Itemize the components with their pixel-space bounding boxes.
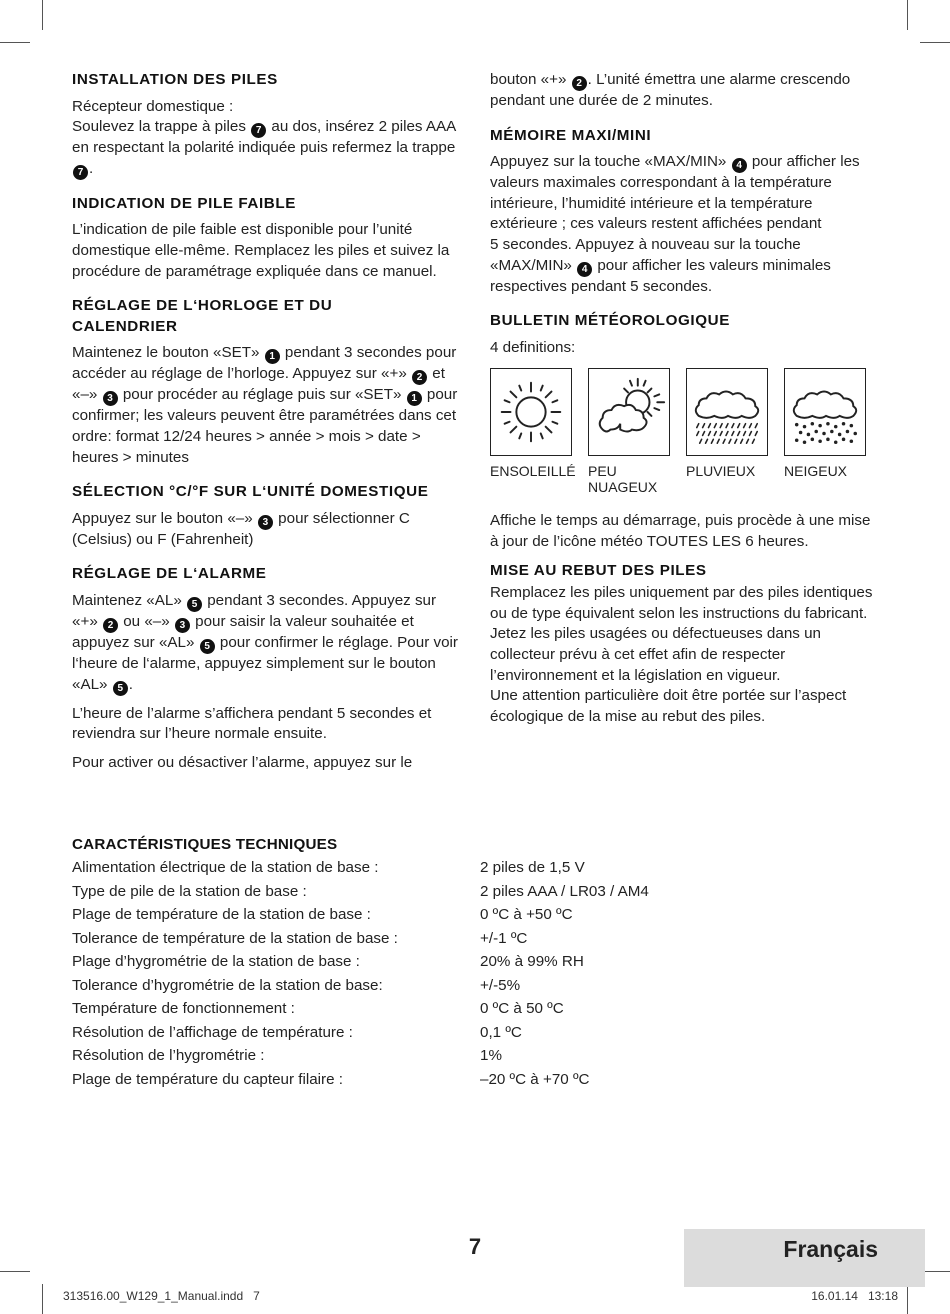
paragraph: L’heure de l’alarme s’affichera pendant 5 secondes et reviendra sur l’heure normale ensuite. [72, 704, 432, 743]
weather-icon-item [490, 368, 588, 495]
weather-icons-row [490, 368, 882, 495]
paragraph: L’indication de pile faible est disponible pour l’unité domestique elle-même. Remplacez les piles et suivez la procédure de paramétrage expliquée dans ce manuel. [72, 221, 450, 280]
section-title: INSTALLATION DES PILES [72, 71, 278, 88]
section-title: MÉMOIRE MAXI/MINI [490, 126, 652, 144]
callout-number: 5 [200, 639, 215, 654]
spec-row [72, 1068, 712, 1092]
weather-label: ENSOLEILLÉ [490, 463, 576, 480]
callout-number: 1 [407, 391, 422, 406]
section-unit-selection [72, 482, 464, 550]
section-weather-forecast [490, 311, 882, 552]
spec-row [72, 856, 712, 880]
section-alarm-continued [490, 70, 882, 112]
spec-value: +/-1 ºC [480, 929, 528, 947]
callout-number: 2 [412, 370, 427, 385]
section-battery-disposal [490, 561, 882, 728]
crop-mark [907, 1284, 908, 1314]
spec-label: Type de pile de la station de base : [72, 882, 307, 900]
paragraph: 5 secondes. Appuyez à nouveau sur la touche «MAX/MIN» 4 pour afficher les valeurs minimales respectives pendant 5 secondes. [490, 235, 831, 295]
specs-table [72, 856, 712, 1091]
paragraph: Jetez les piles usagées ou défectueuses dans un collecteur prévu à cet effet afin de respecter l’environnement et la législation en vigueur. [490, 625, 821, 684]
spec-label: Tolerance de température de la station de base : [72, 929, 398, 947]
spec-label: Résolution de l’affichage de température : [72, 1023, 353, 1041]
section-title: SÉLECTION °C/°F SUR L‘UNITÉ DOMESTIQUE [72, 483, 429, 501]
spec-row [72, 974, 712, 998]
paragraph: 4 definitions: [490, 338, 576, 356]
spec-value: –20 ºC à +70 ºC [480, 1070, 590, 1088]
paragraph: Remplacez les piles uniquement par des piles identiques ou de type équivalent selon les instructions du fabricant. [490, 584, 873, 622]
crop-mark [42, 1284, 43, 1314]
spec-value: 0 ºC à 50 ºC [480, 1000, 564, 1017]
section-battery-install [72, 70, 464, 180]
paragraph: Une attention particulière doit être portée sur l’aspect écologique de la mise au rebut des piles. [490, 687, 847, 725]
paragraph: Maintenez le bouton «SET» 1 pendant 3 secondes pour accéder au réglage de l’horloge. Appuyez sur «+» 2 et «–» 3 pour procéder au réglage puis sur «SET» 1 pour confirmer; les valeurs peuvent être paramétrées dans cet ordre: format 12/24 heures > année > mois > date > heures > minutes [72, 344, 458, 466]
weather-label: PLUVIEUX [686, 463, 756, 480]
crop-mark [0, 1271, 30, 1272]
spec-label: Plage de température de la station de base : [72, 906, 371, 923]
page-number: 7 [468, 1234, 482, 1259]
callout-number: 2 [103, 618, 118, 633]
callout-number: 3 [175, 618, 190, 633]
callout-number: 4 [732, 158, 747, 173]
callout-number: 7 [73, 165, 88, 180]
callout-number: 5 [113, 681, 128, 696]
paragraph: Maintenez «AL» 5 pendant 3 secondes. Appuyez sur «+» 2 ou «–» 3 pour saisir la valeur souhaitée et appuyez sur «AL» 5 pour confirmer le réglage. Pour voir l‘heure de l‘alarme, appuyez simplement sur le bouton «AL» 5 . [72, 591, 458, 694]
rain-icon [686, 368, 768, 456]
right-column [490, 70, 882, 741]
crop-mark [42, 0, 43, 30]
spec-row [72, 927, 712, 951]
callout-number: 5 [187, 597, 202, 612]
spec-row [72, 880, 712, 904]
language-tab [684, 1229, 925, 1287]
spec-label: Température de fonctionnement : [72, 1000, 295, 1017]
spec-value: 20% à 99% RH [480, 953, 584, 970]
weather-label: NEIGEUX [784, 463, 848, 480]
spec-row [72, 1021, 712, 1045]
spec-label: Plage d’hygrométrie de la station de base : [72, 953, 360, 970]
paragraph: bouton «+» 2 . L’unité émettra une alarme crescendo pendant une durée de 2 minutes. [490, 71, 851, 109]
callout-number: 4 [577, 262, 592, 277]
spec-label: Alimentation électrique de la station de base : [72, 859, 379, 876]
spec-label: Plage de température du capteur filaire : [72, 1070, 344, 1088]
crop-mark [0, 42, 30, 43]
partly-cloudy-icon [588, 368, 670, 456]
paragraph: Pour activer ou désactiver l’alarme, appuyez sur le [72, 753, 413, 771]
paragraph: Affiche le temps au démarrage, puis procède à une mise à jour de l’icône météo TOUTES LES 6 heures. [490, 512, 871, 550]
language-label: Français [783, 1236, 878, 1262]
specs-title: CARACTÉRISTIQUES TECHNIQUES [72, 836, 338, 853]
paragraph: Appuyez sur la touche «MAX/MIN» 4 pour afficher les valeurs maximales correspondant à la température intérieure, l’humidité intérieure et la température extérieure ; ces valeurs restent affichées pendant [490, 153, 860, 233]
spec-row [72, 1044, 712, 1068]
spec-row [72, 903, 712, 927]
crop-mark [920, 42, 950, 43]
section-title: RÉGLAGE DE L‘ALARME [72, 565, 267, 583]
technical-specs [72, 836, 712, 1091]
paragraph: Récepteur domestique : [72, 97, 234, 115]
paragraph: Appuyez sur le bouton «–» 3 pour sélectionner C (Celsius) ou F (Fahrenheit) [72, 509, 410, 548]
section-title: RÉGLAGE DE L‘HORLOGE ET DU CALENDRIER [72, 297, 333, 335]
weather-label: PEU NUAGEUX [588, 463, 658, 496]
section-max-min-memory [490, 126, 882, 298]
spec-row [72, 950, 712, 974]
snow-icon [784, 368, 866, 456]
section-low-battery [72, 194, 464, 282]
callout-number: 7 [251, 123, 266, 138]
footer-filename: 313516.00_W129_1_Manual.indd 7 [63, 1289, 260, 1303]
spec-value: +/-5% [480, 976, 521, 994]
callout-number: 1 [265, 349, 280, 364]
weather-icon-item [686, 368, 784, 495]
sun-icon [490, 368, 572, 456]
section-title: MISE AU REBUT DES PILES [490, 561, 707, 579]
section-alarm-setting [72, 564, 464, 773]
spec-value: 1% [480, 1047, 502, 1064]
spec-row [72, 997, 712, 1021]
callout-number: 3 [258, 515, 273, 530]
left-column [72, 70, 464, 787]
weather-icon-item [784, 368, 882, 495]
paragraph: Soulevez la trappe à piles 7 au dos, insérez 2 piles AAA en respectant la polarité indiquée puis refermez la trappe 7 . [72, 118, 456, 178]
spec-value: 0,1 ºC [480, 1023, 522, 1041]
footer-date: 16.01.14 13:18 [811, 1289, 898, 1303]
spec-value: 2 piles AAA / LR03 / AM4 [480, 882, 649, 900]
weather-icon-item [588, 368, 686, 495]
callout-number: 3 [103, 391, 118, 406]
crop-mark [907, 0, 908, 30]
callout-number: 2 [572, 76, 587, 91]
section-clock-setting [72, 296, 464, 468]
section-title: BULLETIN MÉTÉOROLOGIQUE [490, 312, 730, 330]
spec-label: Tolerance d’hygrométrie de la station de base: [72, 976, 383, 994]
spec-value: 0 ºC à +50 ºC [480, 906, 573, 923]
spec-label: Résolution de l’hygrométrie : [72, 1047, 265, 1064]
section-title: INDICATION DE PILE FAIBLE [72, 194, 296, 212]
spec-value: 2 piles de 1,5 V [480, 859, 585, 876]
